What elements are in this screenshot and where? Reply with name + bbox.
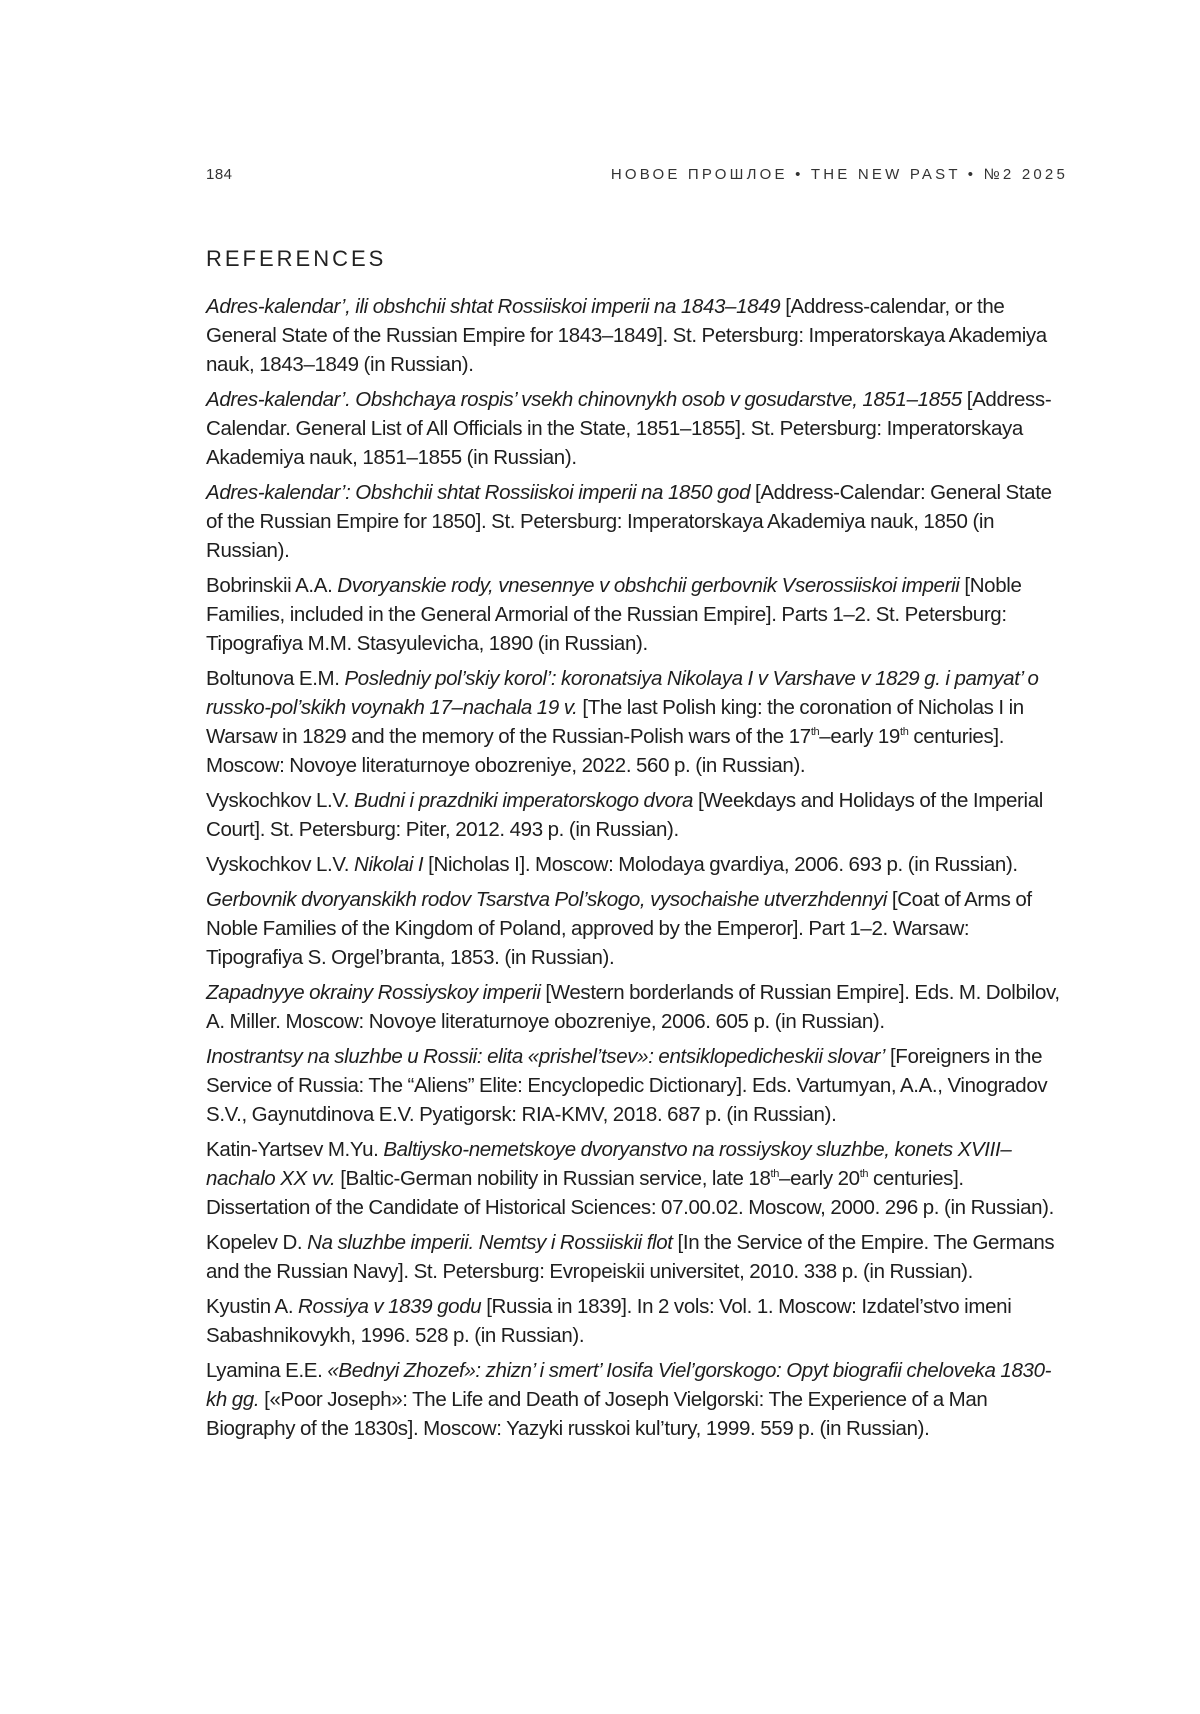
reference-title: Zapadnyye okrainy Rossiyskoy imperii: [206, 981, 541, 1004]
journal-running-title: НОВОЕ ПРОШЛОЕ • THE NEW PAST • №2 2025: [610, 166, 1068, 183]
reference-details: [Noble Families, included in the General Armorial of the Russian Empire]. Parts 1–2. St. Petersburg: Tipografiya M.M. Stasyulevicha, 1890 (in Russian).: [206, 574, 1022, 655]
reference-title: Gerbovnik dvoryanskikh rodov Tsarstva Pol’skogo, vysochaishe utverzhdennyi: [206, 888, 887, 911]
reference-title: Adres-kalendar’, ili obshchii shtat Rossiiskoi imperii na 1843–1849: [206, 295, 781, 318]
reference-item: [206, 978, 1068, 1036]
reference-item: [206, 1042, 1068, 1129]
reference-item: [206, 885, 1068, 972]
page-header: [206, 166, 1068, 190]
reference-item: [206, 786, 1068, 844]
reference-details: [Address-Calendar: General State of the Russian Empire for 1850]. St. Petersburg: Imperatorskaya Akademiya nauk, 1850 (in Russian).: [206, 481, 1052, 562]
reference-title: Adres-kalendar’: Obshchii shtat Rossiiskoi imperii na 1850 god: [206, 481, 751, 504]
ordinal-suffix: th: [899, 726, 909, 738]
reference-details-part: –early 19: [819, 725, 900, 748]
reference-details: [In the Service of the Empire. The Germans and the Russian Navy]. St. Petersburg: Evropeiskii universitet, 2010. 338 p. (in Russian).: [206, 1231, 1055, 1283]
reference-title: Dvoryanskie rody, vnesennye v obshchii gerbovnik Vserossiiskoi imperii: [337, 574, 960, 597]
reference-item: [206, 1292, 1068, 1350]
reference-author: Kyustin A.: [206, 1295, 294, 1318]
ordinal-suffix: th: [770, 1168, 780, 1180]
ordinal-suffix: th: [859, 1168, 869, 1180]
reference-author: Boltunova E.M.: [206, 667, 340, 690]
reference-author: Lyamina E.E.: [206, 1359, 323, 1382]
reference-list: [206, 292, 1068, 1449]
reference-title: «Bednyi Zhozef»: zhizn’ i smert’ Iosifa Viel’gorskogo: Opyt biografii cheloveka 1830-kh gg.: [206, 1359, 1052, 1411]
reference-author: Katin-Yartsev M.Yu.: [206, 1138, 379, 1161]
page-number: 184: [206, 166, 233, 183]
reference-title: Posledniy pol’skiy korol’: koronatsiya Nikolaya I v Varshave v 1829 g. i pamyat’ o russko-pol’skikh voynakh 17–nachala 19 v.: [206, 667, 1039, 719]
references-heading: REFERENCES: [206, 246, 387, 271]
reference-details: [«Poor Joseph»: The Life and Death of Joseph Vielgorski: The Experience of a Man Biography of the 1830s]. Moscow: Yazyki russkoi kul’tury, 1999. 559 p. (in Russian).: [206, 1388, 988, 1440]
reference-title: Baltiysko-nemetskoye dvoryanstvo na rossiyskoy sluzhbe, konets XVIII–nachalo XX vv.: [206, 1138, 1012, 1190]
reference-details: [Foreigners in the Service of Russia: The “Aliens” Elite: Encyclopedic Dictionary]. Eds. Vartumyan, A.A., Vinogradov S.V., Gaynutdinova E.V. Pyatigorsk: RIA-KMV, 2018. 687 p. (in Russian).: [206, 1045, 1048, 1126]
reference-title: Rossiya v 1839 godu: [298, 1295, 482, 1318]
reference-details-part: centuries]. Moscow: Novoye literaturnoye obozreniye, 2022. 560 p. (in Russian).: [206, 725, 1005, 777]
reference-item: [206, 1356, 1068, 1443]
reference-title: Inostrantsy na sluzhbe u Rossii: elita «prishel’tsev»: entsiklopedicheskii slovar’: [206, 1045, 886, 1068]
reference-author: Vyskochkov L.V.: [206, 789, 350, 812]
reference-details: [Coat of Arms of Noble Families of the Kingdom of Poland, approved by the Emperor]. Part 1–2. Warsaw: Tipografiya S. Orgel’branta, 1853. (in Russian).: [206, 888, 1032, 969]
reference-item: [206, 478, 1068, 565]
reference-author: Kopelev D.: [206, 1231, 303, 1254]
reference-author: Bobrinskii A.A.: [206, 574, 333, 597]
reference-item: [206, 1228, 1068, 1286]
reference-item: [206, 385, 1068, 472]
reference-title: Adres-kalendar’. Obshchaya rospis’ vsekh chinovnykh osob v gosudarstve, 1851–1855: [206, 388, 962, 411]
reference-details: [Weekdays and Holidays of the Imperial Court]. St. Petersburg: Piter, 2012. 493 p. (in Russian).: [206, 789, 1043, 841]
reference-item: [206, 1135, 1068, 1222]
reference-details: [Western borderlands of Russian Empire]. Eds. M. Dolbilov, A. Miller. Moscow: Novoye literaturnoye obozreniye, 2006. 605 p. (in Russian).: [206, 981, 1060, 1033]
reference-details-part: [Baltic-German nobility in Russian service, late 18: [340, 1167, 771, 1190]
reference-item: [206, 292, 1068, 379]
ordinal-suffix: th: [810, 726, 820, 738]
reference-item: [206, 664, 1068, 780]
reference-title: Nikolai I: [354, 853, 424, 876]
reference-details: [Nicholas I]. Moscow: Molodaya gvardiya, 2006. 693 p. (in Russian).: [428, 853, 1018, 876]
reference-details-part: centuries]. Dissertation of the Candidate of Historical Sciences: 07.00.02. Moscow, 2000. 296 p. (in Russian).: [206, 1167, 1055, 1219]
reference-item: [206, 850, 1068, 879]
reference-title: Budni i prazdniki imperatorskogo dvora: [354, 789, 694, 812]
reference-details-part: [The last Polish king: the coronation of Nicholas I in Warsaw in 1829 and the memory of the Russian-Polish wars of the 17: [206, 696, 1024, 748]
reference-item: [206, 571, 1068, 658]
reference-author: Vyskochkov L.V.: [206, 853, 350, 876]
reference-details: [Address-Calendar. General List of All Officials in the State, 1851–1855]. St. Petersburg: Imperatorskaya Akademiya nauk, 1851–1855 (in Russian).: [206, 388, 1052, 469]
reference-details-part: –early 20: [779, 1167, 860, 1190]
reference-details: [Address-calendar, or the General State of the Russian Empire for 1843–1849]. St. Petersburg: Imperatorskaya Akademiya nauk, 1843–1849 (in Russian).: [206, 295, 1047, 376]
reference-title: Na sluzhbe imperii. Nemtsy i Rossiiskii flot: [307, 1231, 673, 1254]
reference-details: [Russia in 1839]. In 2 vols: Vol. 1. Moscow: Izdatel’stvo imeni Sabashnikovykh, 1996. 528 p. (in Russian).: [206, 1295, 1012, 1347]
